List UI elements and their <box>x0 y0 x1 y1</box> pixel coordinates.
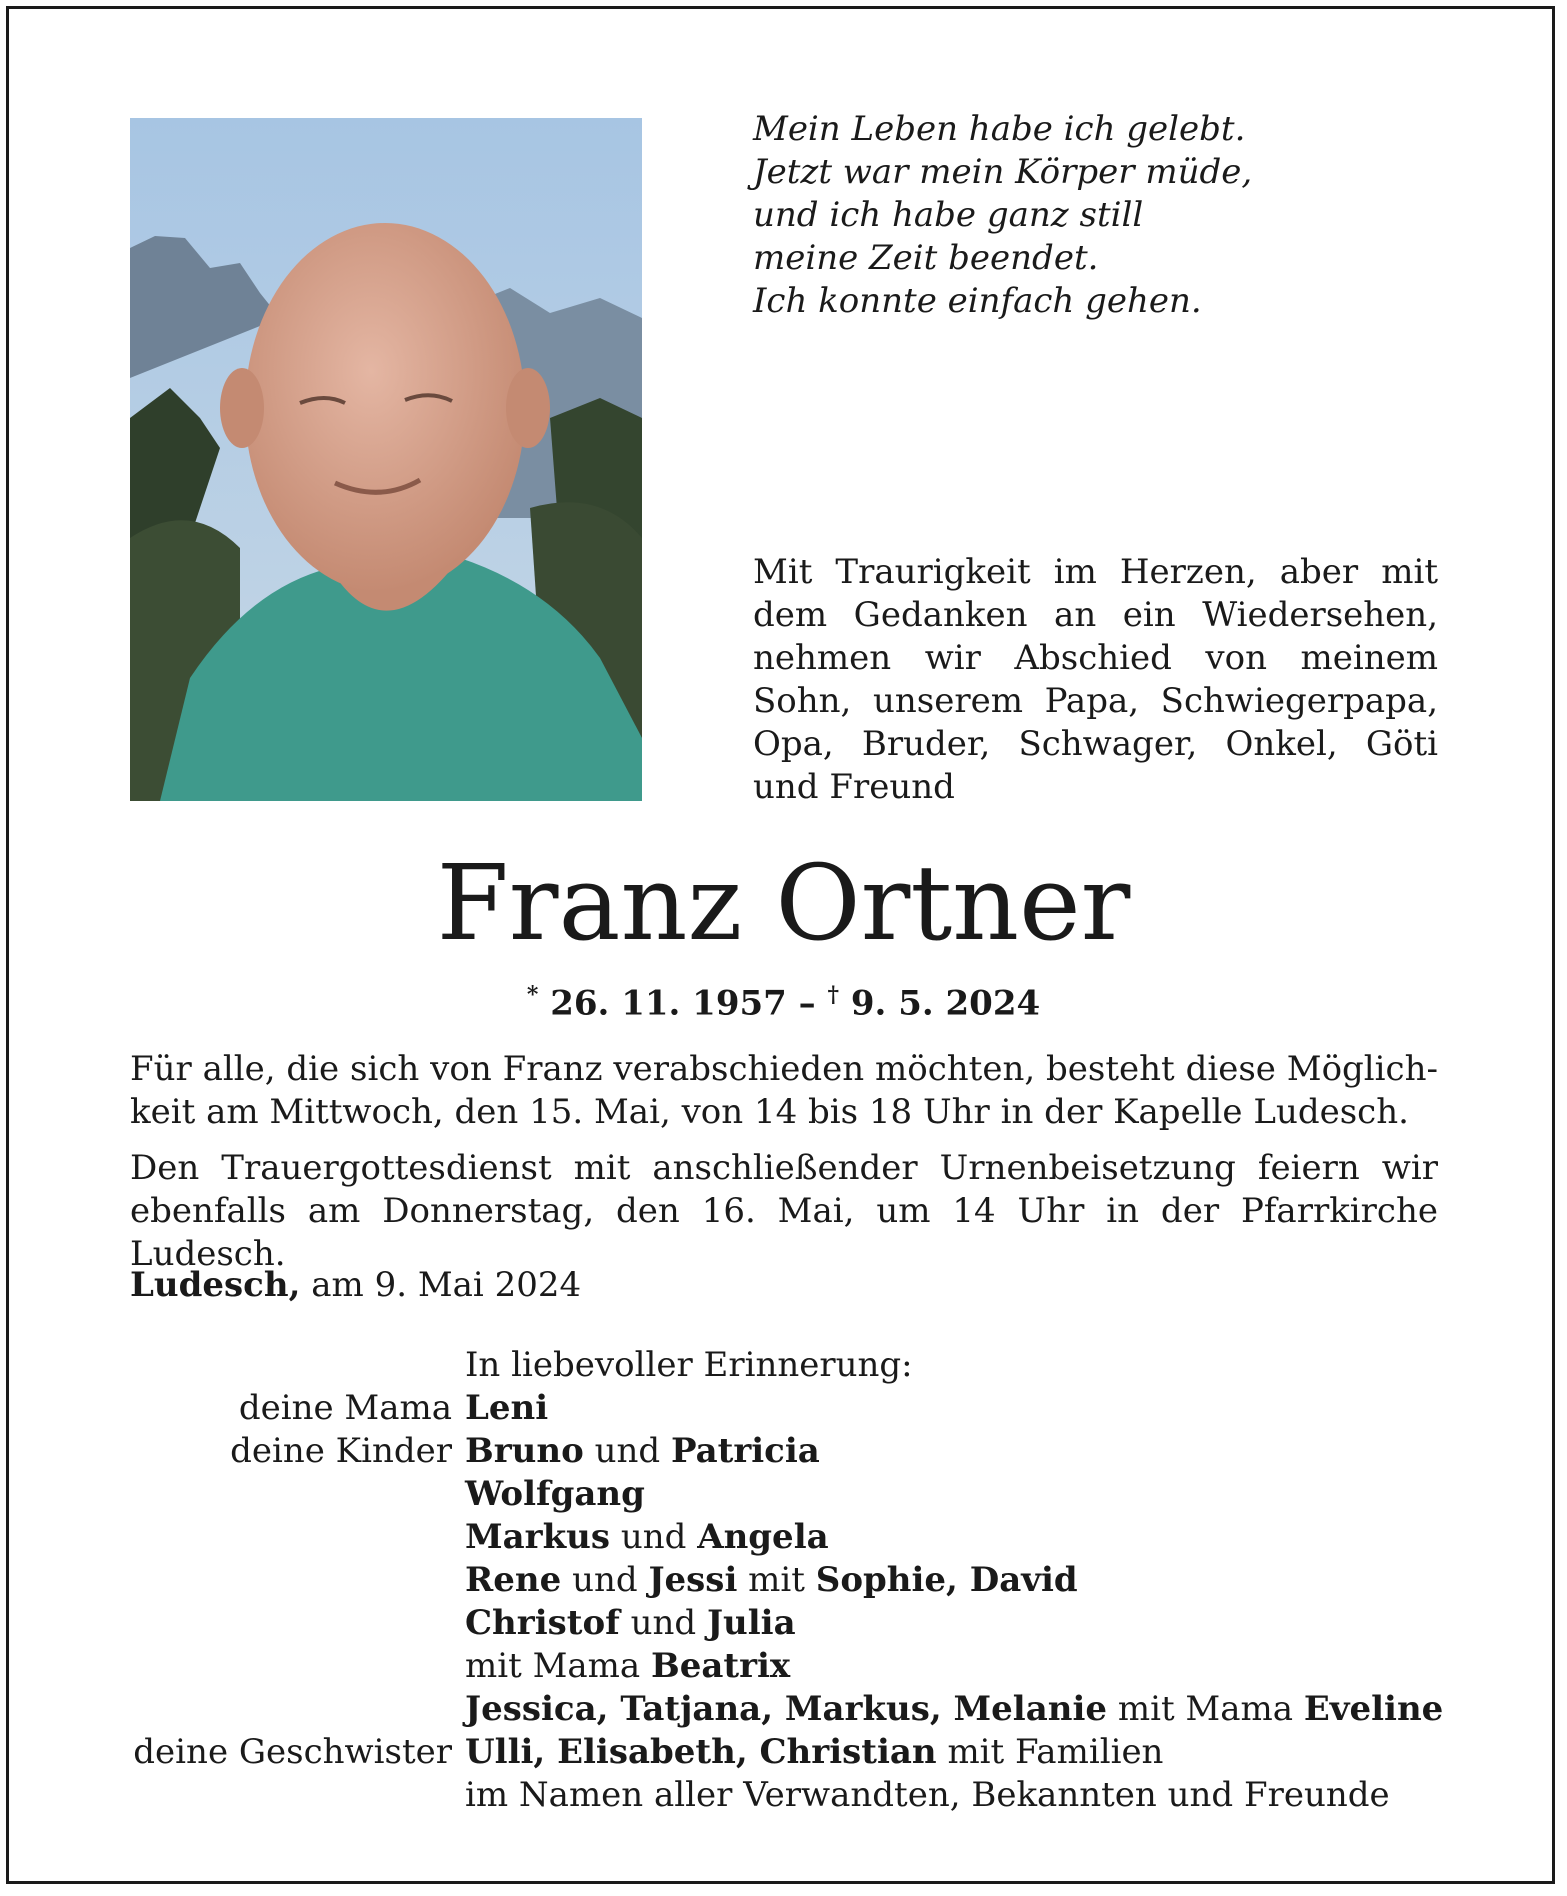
conjunction: und <box>572 1560 638 1600</box>
closing-row <box>0 1774 1567 1817</box>
mourner-name: Ulli, Elisabeth, Christian <box>465 1732 937 1772</box>
kinder-row <box>0 1645 1567 1688</box>
mourner-name: Jessi <box>648 1560 738 1600</box>
relation-label: deine Geschwister <box>133 1732 452 1772</box>
death-date: 9. 5. 2024 <box>850 983 1041 1024</box>
poem-line: meine Zeit beendet. <box>753 238 1099 278</box>
death-symbol: † <box>827 982 840 1008</box>
conjunction: und <box>594 1431 661 1471</box>
life-dates <box>0 975 1567 1023</box>
kinder-row <box>0 1430 1567 1473</box>
mourner-name: Christof <box>465 1603 620 1643</box>
mourner-name: Eveline <box>1303 1689 1444 1729</box>
conjunction: mit Mama <box>1117 1689 1294 1729</box>
kinder-row <box>0 1602 1567 1645</box>
mourners-heading: In liebevoller Erinnerung: <box>465 1345 913 1385</box>
poem-line: und ich habe ganz still <box>753 195 1144 235</box>
poem-line: Jetzt war mein Körper müde, <box>753 152 1253 192</box>
kinder-row <box>0 1688 1567 1731</box>
mourner-name: Angela <box>697 1517 829 1557</box>
relation-label: deine Kinder <box>230 1431 452 1471</box>
conjunction: mit Mama <box>465 1646 641 1686</box>
birth-symbol: * <box>526 982 539 1008</box>
mourner-name: Wolfgang <box>465 1474 645 1514</box>
date-separator: – <box>798 983 816 1024</box>
conjunction: mit <box>748 1560 805 1600</box>
mourner-name: Patricia <box>670 1431 820 1471</box>
poem <box>753 108 1252 323</box>
farewell-paragraph: Für alle, die sich von Franz verabschieden möchten, besteht diese Möglichkeit am Mittwoch, den 15. Mai, von 14 bis 18 Uhr in der Kapelle Ludesch. <box>130 1049 1438 1132</box>
mourner-name: Leni <box>465 1388 549 1428</box>
mourners-heading-row <box>0 1344 1567 1387</box>
conjunction: und <box>620 1517 687 1557</box>
kinder-row <box>0 1559 1567 1602</box>
portrait-photo <box>130 118 642 801</box>
place: Ludesch, <box>130 1265 301 1305</box>
mourner-name: Rene <box>465 1560 562 1600</box>
mourner-name: Markus <box>465 1517 610 1557</box>
closing-line: im Namen aller Verwandten, Bekannten und Freunde <box>465 1775 1390 1815</box>
poem-line: Mein Leben habe ich gelebt. <box>753 109 1246 149</box>
place-date <box>130 1264 581 1307</box>
mourner-name: Bruno <box>465 1431 584 1471</box>
service-paragraph: Den Trauergottesdienst mit anschließender Urnenbeisetzung feiern wir ebenfalls am Donnerstag, den 16. Mai, um 14 Uhr in der Pfarrkirche Ludesch. <box>130 1148 1438 1274</box>
geschwister-row <box>0 1731 1567 1774</box>
mourner-name: Sophie, David <box>815 1560 1078 1600</box>
birth-date: 26. 11. 1957 <box>550 983 787 1024</box>
poem-line: Ich konnte einfach gehen. <box>753 281 1202 321</box>
intro-paragraph: Mit Traurigkeit im Herzen, aber mit dem Gedanken an ein Wiedersehen, nehmen wir Abschied von meinem Sohn, unserem Papa, Schwiegerpapa, Opa, Bruder, Schwager, Onkel, Göti und Freund <box>753 552 1438 807</box>
conjunction: mit Familien <box>947 1732 1164 1772</box>
mourner-name: Jessica, Tatjana, Markus, Melanie <box>465 1689 1108 1729</box>
mourner-name: Beatrix <box>651 1646 791 1686</box>
mama-row <box>0 1387 1567 1430</box>
relation-label: deine Mama <box>238 1388 452 1428</box>
conjunction: und <box>630 1603 697 1643</box>
mourner-name: Julia <box>706 1603 796 1643</box>
mourners-list <box>0 1344 1567 1817</box>
date: am 9. Mai 2024 <box>311 1265 582 1305</box>
deceased-name: Franz Ortner <box>436 842 1131 964</box>
kinder-row <box>0 1516 1567 1559</box>
kinder-row <box>0 1473 1567 1516</box>
